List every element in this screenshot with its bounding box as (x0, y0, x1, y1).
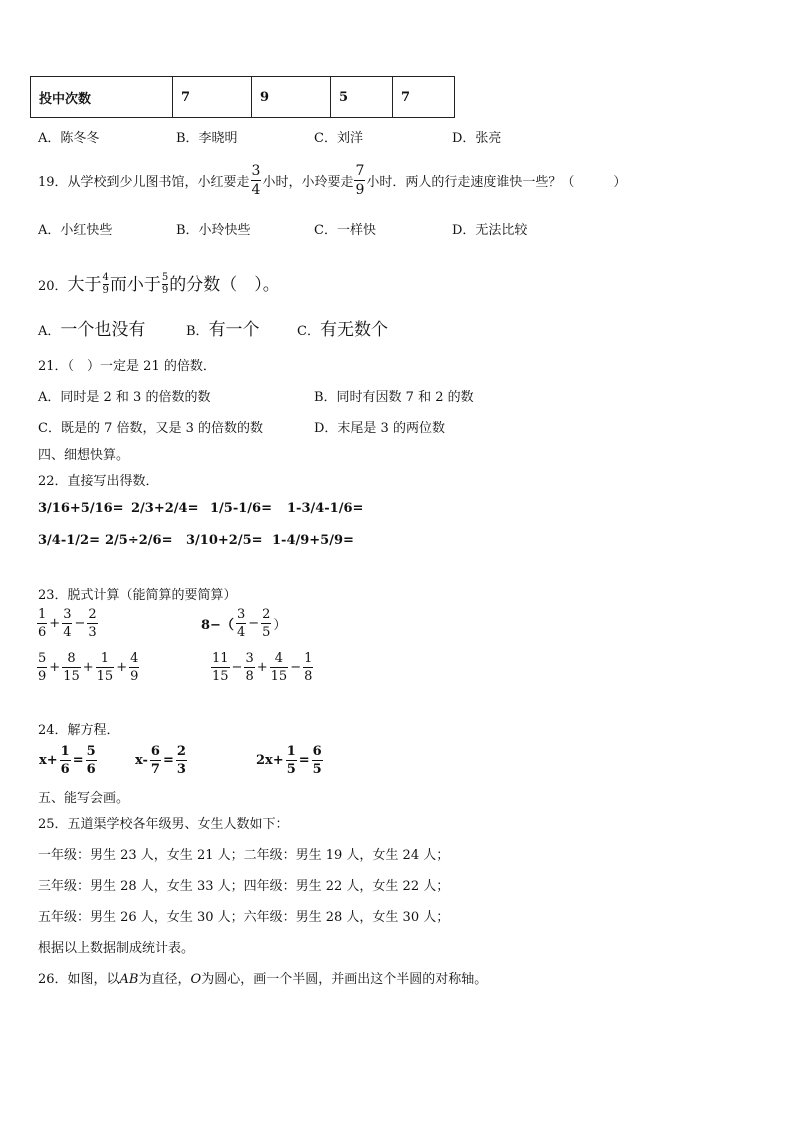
q20-text-3: 的分数（ ）。 (169, 275, 280, 295)
fraction-numerator: 3 (63, 607, 72, 622)
q24-question: 24．解方程． (38, 723, 120, 738)
table-cell: 7 (173, 77, 252, 118)
fraction-numerator: 8 (67, 651, 76, 666)
option-text: 有无数个 (319, 320, 388, 340)
q20-fraction-1 (103, 273, 109, 296)
q20-question (38, 270, 280, 306)
fraction-numerator: 1 (60, 744, 70, 759)
fraction (86, 745, 97, 776)
fraction-denominator: 15 (96, 669, 114, 684)
q20-option-b (186, 315, 260, 340)
fraction-numerator: 3 (236, 607, 246, 622)
table-cell: 9 (252, 77, 331, 118)
fraction-numerator: 2 (88, 607, 97, 622)
option-text: 有一个 (208, 320, 260, 340)
q20-text-2: 而小于 (109, 275, 161, 295)
section-4-heading: 四、细想快算。 (38, 448, 130, 463)
q20-fraction-2 (162, 273, 168, 296)
operator: − (248, 616, 260, 631)
q23-expression-4 (210, 652, 314, 683)
fraction-denominator: 4 (251, 181, 261, 198)
fraction-numerator: 4 (130, 651, 139, 666)
q26-question (38, 968, 487, 987)
q21-option-b: B．同时有因数 7 和 2 的数 (314, 390, 474, 405)
operator: = (72, 753, 84, 768)
table-row (31, 77, 455, 118)
fraction-denominator: 6 (60, 762, 70, 777)
fraction-denominator: 8 (245, 669, 254, 684)
fraction (37, 652, 47, 683)
fraction-numerator: 5 (161, 272, 169, 283)
q24-equation-1 (38, 745, 98, 776)
operator: 8−（ (201, 618, 234, 633)
q19-text-3: 小时．两人的行走速度谁快一些？（ ） (366, 174, 627, 190)
q22-item: 3/10+2/5= (186, 533, 263, 548)
q19-option-a: A．小红快些 (38, 223, 113, 238)
q25-line: 三年级：男生 28 人，女生 33 人；四年级：男生 22 人，女生 22 人； (38, 879, 450, 894)
fraction-denominator: 4 (236, 625, 246, 640)
fraction (303, 652, 313, 683)
fraction-denominator: 15 (212, 669, 229, 684)
q23-expression-3 (36, 652, 140, 683)
fraction-denominator: 9 (102, 285, 109, 296)
operator: x- (135, 753, 148, 768)
q19-fraction-2 (354, 164, 365, 197)
score-table (30, 76, 455, 118)
q19-text-1: 19．从学校到少儿图书馆，小红要走 (38, 174, 250, 190)
fraction-denominator: 9 (38, 669, 47, 684)
fraction-numerator: 3 (245, 651, 254, 666)
q23-expression-1 (36, 608, 99, 639)
fraction (96, 652, 115, 683)
operator: − (74, 616, 86, 631)
table-cell: 7 (393, 77, 455, 118)
table-row-label: 投中次数 (31, 77, 173, 118)
operator: 2x+ (256, 753, 284, 768)
q20-number: 20． (38, 279, 68, 294)
q18-option-b: B．李晓明 (176, 131, 238, 146)
q22-item: 2/5÷2/6= (105, 533, 173, 548)
operator: + (82, 660, 94, 675)
fraction-denominator: 3 (88, 625, 97, 640)
q20-text-1: 大于 (67, 275, 102, 295)
operator: + (116, 660, 128, 675)
option-letter: B． (186, 324, 209, 339)
q22-question: 22．直接写出得数． (38, 474, 159, 489)
q22-item: 2/3+2/4= (131, 501, 199, 516)
q19-fraction-1 (251, 164, 262, 197)
fraction-denominator: 15 (63, 669, 80, 684)
fraction (286, 745, 297, 776)
fraction-denominator: 5 (286, 762, 296, 777)
fraction (312, 745, 323, 776)
option-text: 一个也没有 (60, 320, 146, 340)
q22-item: 1-4/9+5/9= (272, 533, 354, 548)
q21-option-d: D．末尾是 3 的两位数 (314, 421, 445, 436)
q22-item: 3/16+5/16= (38, 501, 124, 516)
q21-question: 21．（ ）一定是 21 的倍数． (38, 359, 216, 374)
fraction (60, 745, 71, 776)
q26-text-2: 为直径， (138, 972, 191, 987)
fraction (176, 745, 187, 776)
q19-option-d: D．无法比较 (452, 223, 528, 238)
q26-center-label: O (190, 972, 202, 987)
q20-option-a (38, 315, 145, 340)
q26-text-1: 26．如图，以 (38, 972, 120, 987)
q20-option-c (297, 315, 388, 340)
option-letter: A． (38, 324, 61, 339)
operator: − (290, 660, 302, 675)
q21-option-c: C．既是的 7 倍数，又是 3 的倍数的数 (38, 421, 264, 436)
fraction (129, 652, 139, 683)
fraction-denominator: 9 (130, 669, 139, 684)
operator: ） (273, 618, 287, 633)
operator: + (256, 660, 268, 675)
fraction-numerator: 1 (286, 744, 296, 759)
q21-option-a: A．同时是 2 和 3 的倍数的数 (38, 390, 211, 405)
q19-text-2: 小时，小玲要走 (262, 174, 354, 190)
fraction (150, 745, 161, 776)
q22-item: 1/5-1/6= (210, 501, 272, 516)
fraction (270, 652, 289, 683)
fraction-numerator: 5 (86, 744, 96, 759)
fraction-denominator: 4 (63, 625, 72, 640)
fraction-numerator: 1 (38, 607, 47, 622)
fraction (211, 652, 230, 683)
operator: + (49, 660, 61, 675)
q25-question: 25．五道渠学校各年级男、女生人数如下： (38, 817, 289, 832)
fraction-denominator: 6 (38, 625, 47, 640)
q19-option-c: C．一样快 (314, 223, 376, 238)
fraction (236, 608, 246, 639)
fraction-denominator: 9 (355, 181, 365, 198)
q18-option-a: A．陈冬冬 (38, 131, 100, 146)
q19-question (38, 160, 626, 200)
fraction-numerator: 11 (212, 651, 229, 666)
fraction-numerator: 1 (100, 651, 110, 666)
fraction (62, 652, 81, 683)
fraction (87, 608, 97, 639)
section-5-heading: 五、能写会画。 (38, 791, 130, 806)
fraction-numerator: 3 (251, 162, 261, 179)
q26-text-3: 为圆心，画一个半圆，并画出这个半圆的对称轴。 (201, 972, 488, 987)
q22-item: 1-3/4-1/6= (287, 501, 364, 516)
q23-question: 23．脱式计算（能简算的要简算） (38, 588, 237, 603)
q25-line: 根据以上数据制成统计表。 (38, 941, 195, 956)
q18-option-d: D．张亮 (452, 131, 502, 146)
option-letter: C． (297, 324, 320, 339)
q24-equation-2 (134, 745, 188, 776)
fraction-numerator: 4 (274, 651, 284, 666)
fraction-denominator: 15 (270, 669, 288, 684)
q25-line: 五年级：男生 26 人，女生 30 人；六年级：男生 28 人，女生 30 人； (38, 910, 450, 925)
fraction-denominator: 7 (150, 762, 160, 777)
fraction-numerator: 7 (355, 162, 365, 179)
operator: = (162, 753, 174, 768)
operator: − (231, 660, 243, 675)
fraction-denominator: 9 (161, 285, 169, 296)
fraction-numerator: 2 (176, 744, 186, 759)
table-cell: 5 (331, 77, 393, 118)
fraction-numerator: 1 (304, 651, 313, 666)
fraction-denominator: 8 (304, 669, 313, 684)
q23-expression-2 (200, 608, 287, 639)
operator: = (298, 753, 310, 768)
fraction-denominator: 5 (262, 625, 271, 640)
q25-line: 一年级：男生 23 人，女生 21 人；二年级：男生 19 人，女生 24 人； (38, 848, 450, 863)
fraction-denominator: 3 (176, 762, 186, 777)
fraction-numerator: 2 (262, 607, 271, 622)
fraction-numerator: 5 (38, 651, 47, 666)
q26-segment-label: AB (119, 972, 139, 987)
operator: + (49, 616, 61, 631)
fraction-denominator: 5 (312, 762, 322, 777)
fraction-numerator: 6 (312, 744, 322, 759)
q24-equation-3 (255, 745, 324, 776)
fraction (244, 652, 254, 683)
fraction (62, 608, 72, 639)
fraction (261, 608, 271, 639)
q19-option-b: B．小玲快些 (176, 223, 251, 238)
fraction-denominator: 6 (86, 762, 96, 777)
fraction (37, 608, 47, 639)
fraction-numerator: 6 (150, 744, 160, 759)
operator: x+ (39, 753, 58, 768)
fraction-numerator: 4 (102, 272, 109, 283)
q18-option-c: C．刘洋 (314, 131, 363, 146)
q22-item: 3/4-1/2= (38, 533, 100, 548)
